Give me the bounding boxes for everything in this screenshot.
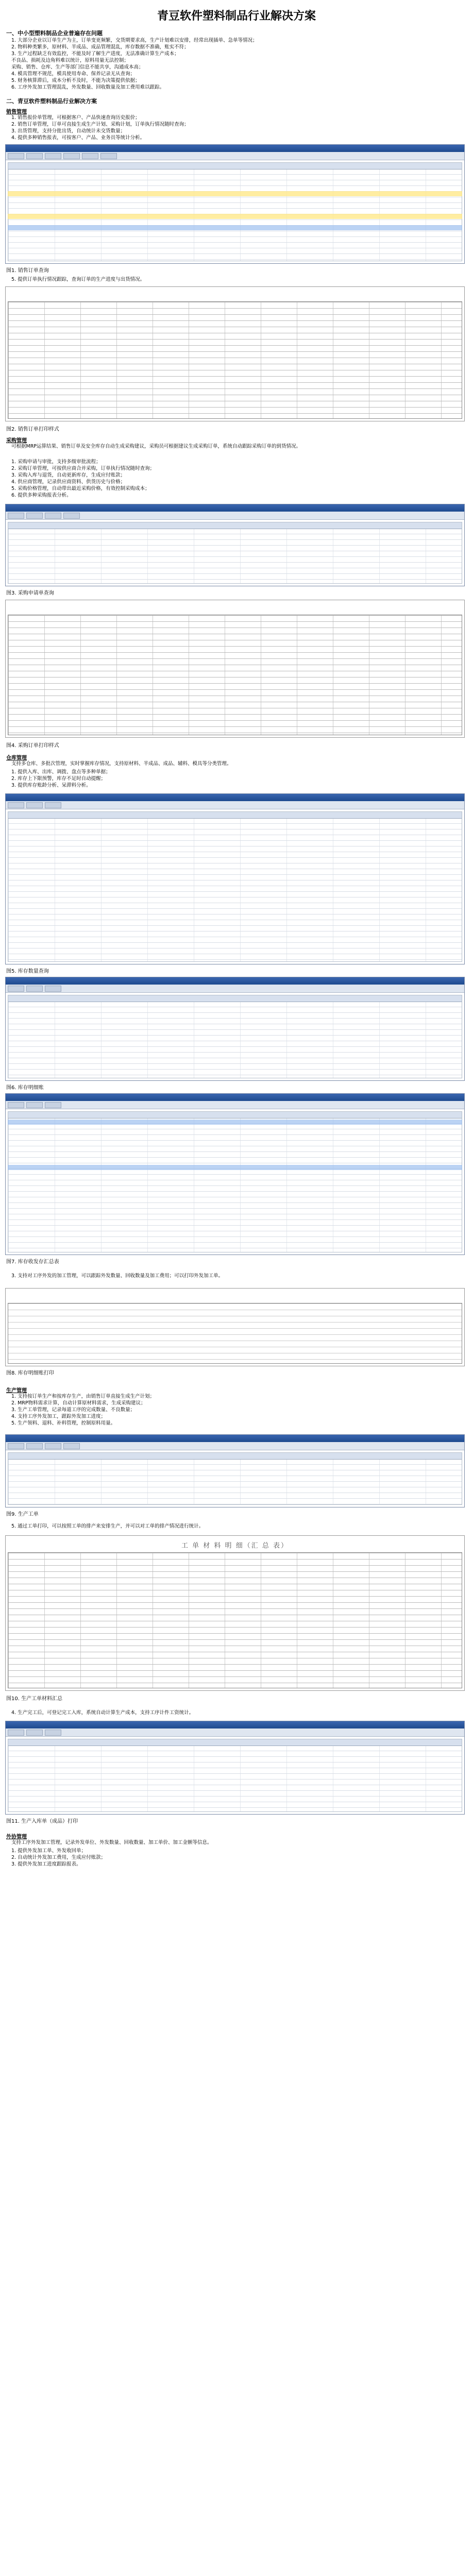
intro-list <box>11 37 454 91</box>
sales-heading: 销售管理 <box>6 109 27 115</box>
outsource-intro: 支持工序外发加工管理，记录外发单位、外发数量、回收数量、加工单价、加工金额等信息。 <box>11 1840 212 1845</box>
production-item: 3. 生产工单管理，记录每道工序的完成数量、不良数量； <box>11 1407 136 1413</box>
stock-detail-print-sample <box>5 1288 465 1366</box>
production-text: 4. 生产完工后，可登记完工入库，系统自动计算生产成本，支持工序计件工资统计。 <box>11 1710 194 1716</box>
purchase-heading: 采购管理 <box>6 438 27 444</box>
outsource-item: 3. 提供外发加工进度跟踪报表。 <box>11 1861 81 1867</box>
figure-caption: 图2. 销售订单打印样式 <box>6 427 59 432</box>
outsource-item: 1. 提供外发加工单、外发收回单； <box>11 1848 87 1854</box>
figure-caption: 图7. 库存收发存汇总表 <box>6 1259 59 1265</box>
purchase-item: 4. 供应商管理，记录供应商资料、供货历史与价格； <box>11 479 126 485</box>
production-list <box>11 1393 454 1427</box>
purchase-item: 5. 采购价格管理，自动带出最近采购价格，有效控制采购成本； <box>11 486 150 492</box>
intro-item: 4. 模具管理不规范，模具使用寿命、保养记录无从查询； <box>11 71 136 77</box>
figure-caption: 图6. 库存明细账 <box>6 1085 44 1091</box>
figure-caption: 图5. 库存数量查询 <box>6 969 49 974</box>
intro-item: 3. 生产过程缺乏有效监控，不能及时了解生产进度，无法准确计算生产成本； <box>11 51 179 57</box>
sales-item: 4. 提供多种销售报表，可按客户、产品、业务员等统计分析。 <box>11 135 145 141</box>
production-inbound-screenshot <box>5 1721 465 1815</box>
outsource-item: 2. 自动统计外发加工费用，生成应付账款； <box>11 1855 106 1860</box>
purchase-list <box>11 459 454 499</box>
window-titlebar <box>6 145 464 152</box>
summary-title: 工 单 材 料 明 细（汇 总 表） <box>181 1542 289 1550</box>
production-heading: 生产管理 <box>6 1388 27 1394</box>
outsource-list <box>11 1848 454 1868</box>
purchase-order-print-sample <box>5 600 465 738</box>
stock-detail-screenshot <box>5 977 465 1081</box>
sales-list <box>11 114 454 141</box>
figure-caption: 图11. 生产入库单（成品）打印 <box>6 1819 78 1824</box>
production-text: 5. 通过工单打印，可以按照工单的排产来安排生产，并可以对工单的排产情况进行统计。 <box>11 1523 204 1529</box>
sales-order-query-screenshot <box>5 144 465 264</box>
intro-item: 2. 物料种类繁多，原材料、半成品、成品管理混乱，库存数据不准确，账实不符； <box>11 44 189 50</box>
intro-item: 5. 财务核算滞后，成本分析不及时，不能为决策提供依据； <box>11 78 140 83</box>
figure-caption: 图9. 生产工单 <box>6 1512 39 1517</box>
stock-heading: 仓库管理 <box>6 755 27 761</box>
solution-heading: 二、青豆软件塑料制品行业解决方案 <box>6 98 97 105</box>
stock-quantity-screenshot <box>5 793 465 964</box>
sales-text: 5. 提供订单执行情况跟踪，查询订单的生产进度与出货情况。 <box>11 277 145 282</box>
figure-caption: 图3. 采购申请单查询 <box>6 590 54 596</box>
figure-caption: 图10. 生产工单材料汇总 <box>6 1696 63 1702</box>
production-item: 2. MRP物料需求计算，自动计算原材料需求，生成采购建议； <box>11 1400 146 1406</box>
window-toolbar <box>6 152 464 160</box>
purchase-request-query-screenshot <box>5 504 465 586</box>
figure-caption: 图1. 销售订单查询 <box>6 268 49 274</box>
intro-item: 1. 大部分企业以订单生产为主，订单变更频繁，交货期要求高，生产计划难以安排，经常出现插单、急单等情况； <box>11 38 258 43</box>
purchase-item: 2. 采购订单管理，可按供应商合并采购，订单执行情况随时查询； <box>11 466 155 471</box>
production-item: 5. 生产领料、退料、补料管理，控制原料用量。 <box>11 1420 116 1426</box>
stock-list <box>11 769 454 789</box>
sales-item: 1. 销售报价单管理，可根据客户、产品快速查询历史报价； <box>11 115 140 121</box>
purchase-item: 1. 采购申请与审批，支持多级审批流程； <box>11 459 101 465</box>
purchase-item: 6. 提供多种采购报表分析。 <box>11 493 72 498</box>
document-title: 青豆软件塑料制品行业解决方案 <box>157 9 316 23</box>
stock-text: 3. 支持对工序外发的加工管理，可以跟踪外发数量、回收数量及加工费用；可以打印外发加工单。 <box>11 1273 224 1279</box>
work-order-screenshot <box>5 1434 465 1507</box>
stock-intro: 支持多仓库、多批次管理，实时掌握库存情况，支持原材料、半成品、成品、辅料、模具等分类管理。 <box>11 761 232 767</box>
intro-item: 采购、销售、仓库、生产等部门信息不能共享，沟通成本高； <box>11 64 144 70</box>
production-item: 4. 支持工序外发加工，跟踪外发加工进度； <box>11 1414 106 1419</box>
sales-order-print-sample <box>5 286 465 421</box>
figure-caption: 图4. 采购订单打印样式 <box>6 743 59 749</box>
intro-item: 不良品、损耗及边角料难以统计，原料用量无法控制； <box>11 58 129 63</box>
intro-item: 6. 工序外发加工管理混乱，外发数量、回收数量及加工费用难以跟踪。 <box>11 84 165 90</box>
work-order-material-summary <box>5 1535 465 1691</box>
stock-item: 2. 库存上下限预警，库存不足时自动提醒； <box>11 776 106 782</box>
sales-item: 3. 出货管理，支持分批出货，自动统计未交货数量； <box>11 128 126 134</box>
stock-summary-screenshot <box>5 1093 465 1255</box>
figure-caption: 图8. 库存明细账打印 <box>6 1370 54 1376</box>
purchase-intro: 可根据MRP运算结果、销售订单及安全库存自动生成采购建议，采购员可根据建议生成采购订单，系统自动跟踪采购订单的到货情况。 <box>11 444 301 449</box>
outsource-heading: 外协管理 <box>6 1834 27 1840</box>
stock-item: 1. 提供入库、出库、调拨、盘点等多种单据； <box>11 769 111 775</box>
stock-item: 3. 提供库存账龄分析、呆滞料分析。 <box>11 783 91 788</box>
production-item: 1. 支持按订单生产和按库存生产，由销售订单直接生成生产计划； <box>11 1394 155 1399</box>
sales-item: 2. 销售订单管理，订单可直接生成生产计划、采购计划，订单执行情况随时查询； <box>11 122 189 127</box>
intro-heading: 一、中小型塑料制品企业普遍存在问题 <box>6 30 103 37</box>
purchase-item: 3. 采购入库与退货，自动更新库存，生成应付账款； <box>11 472 126 478</box>
